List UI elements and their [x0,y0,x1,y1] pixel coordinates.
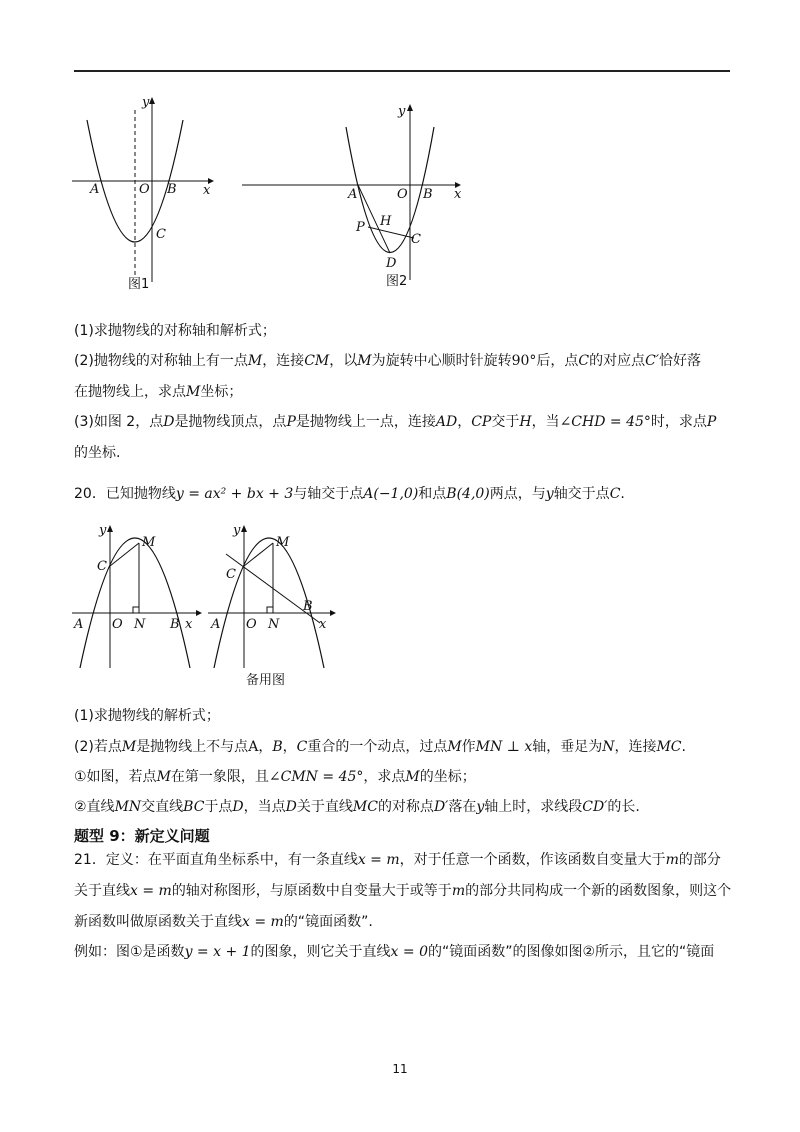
label-B: B [167,182,177,197]
label-A: A [90,182,100,197]
segment-CM [110,543,139,566]
figure-caption: 图1 [128,277,150,292]
label-C: C [411,232,421,247]
figure-2 [240,95,480,295]
label-O: O [112,617,123,632]
q20-part1: (1)求抛物线的解析式； [74,708,220,724]
label-N: N [268,617,280,632]
figure-caption: 备用图 [246,673,286,688]
q20-case2: ②直线MN交直线BC于点D，当点D关于直线MC的对称点D′落在y轴上时，求线段CD′的长. [74,799,640,815]
label-B: B [423,187,433,202]
q20-part2: (2)若点M是抛物线上不与点A，B，C重合的一个动点，过点M作MN ⊥ x轴，垂足为N，连接MC. [74,739,686,755]
figure-4 [202,518,352,693]
label-D: D [386,256,397,271]
page-number: 11 [392,1062,408,1076]
label-A: A [74,617,84,632]
right-angle-mark [267,607,273,613]
label-y: y [142,95,150,110]
label-C: C [156,227,166,242]
y-axis-arrow [241,525,247,532]
y-axis-arrow [407,104,413,111]
q21-line2: 关于直线x = m的轴对称图形，与原函数中自变量大于或等于m的部分共同构成一个新的函数图象，则这个 [74,883,732,899]
right-angle-mark [133,607,139,613]
q21-line3: 新函数叫做原函数关于直线x = m的“镜面函数”. [74,914,373,930]
label-P: P [356,220,365,235]
label-B: B [170,617,180,632]
label-A: A [348,187,358,202]
y-axis-arrow [149,97,155,104]
q19-part2-line1: (2)抛物线的对称轴上有一点M，连接CM，以M为旋转中心顺时针旋转90°后，点C的对应点C′恰好落 [74,353,702,369]
label-x: x [454,187,462,202]
label-O: O [139,182,150,197]
section-heading: 题型 9：新定义问题 [74,827,210,845]
q19-part2-line2: 在抛物线上，求点M坐标； [74,384,243,400]
label-B: B [303,599,313,614]
label-y: y [398,104,406,119]
q20-case1: ①如图，若点M在第一象限，且∠CMN = 45°，求点M的坐标； [74,769,476,785]
label-O: O [246,617,257,632]
parabola [80,538,190,668]
label-H: H [380,214,392,229]
label-M: M [142,535,156,550]
x-axis-arrow [330,610,336,616]
label-M: M [276,535,290,550]
figure-caption: 图2 [386,274,408,289]
label-N: N [134,617,146,632]
segment-CM [244,543,273,566]
label-O: O [397,187,408,202]
q19-part3-line1: (3)如图 2，点D是抛物线顶点，点P是抛物线上一点，连接AD，CP交于H，当∠CHD = 45°时，求点P [74,414,717,430]
q20-stem: 20．已知抛物线y = ax² + bx + 3与轴交于点A(−1,0)和点B(4,0)两点，与y轴交于点C. [74,486,625,502]
y-axis-arrow [107,525,113,532]
header-rule [74,70,730,72]
q19-part1: (1)求抛物线的对称轴和解析式； [74,323,276,339]
label-x: x [319,617,327,632]
figure-1 [60,92,220,292]
label-A: A [211,617,221,632]
figure-3 [68,518,208,673]
q19-part3-line2: 的坐标. [74,445,121,461]
q21-line1: 21．定义：在平面直角坐标系中，有一条直线x = m，对于任意一个函数，作该函数自变量大于m的部分 [74,852,721,868]
label-y: y [99,523,107,538]
label-x: x [203,183,211,198]
q21-line4: 例如：图①是函数y = x + 1的图象，则它关于直线x = 0的“镜面函数”的图像如图②所示，且它的“镜面 [74,944,715,960]
label-x: x [185,617,193,632]
label-C: C [226,567,236,582]
label-y: y [233,523,241,538]
label-C: C [97,559,107,574]
